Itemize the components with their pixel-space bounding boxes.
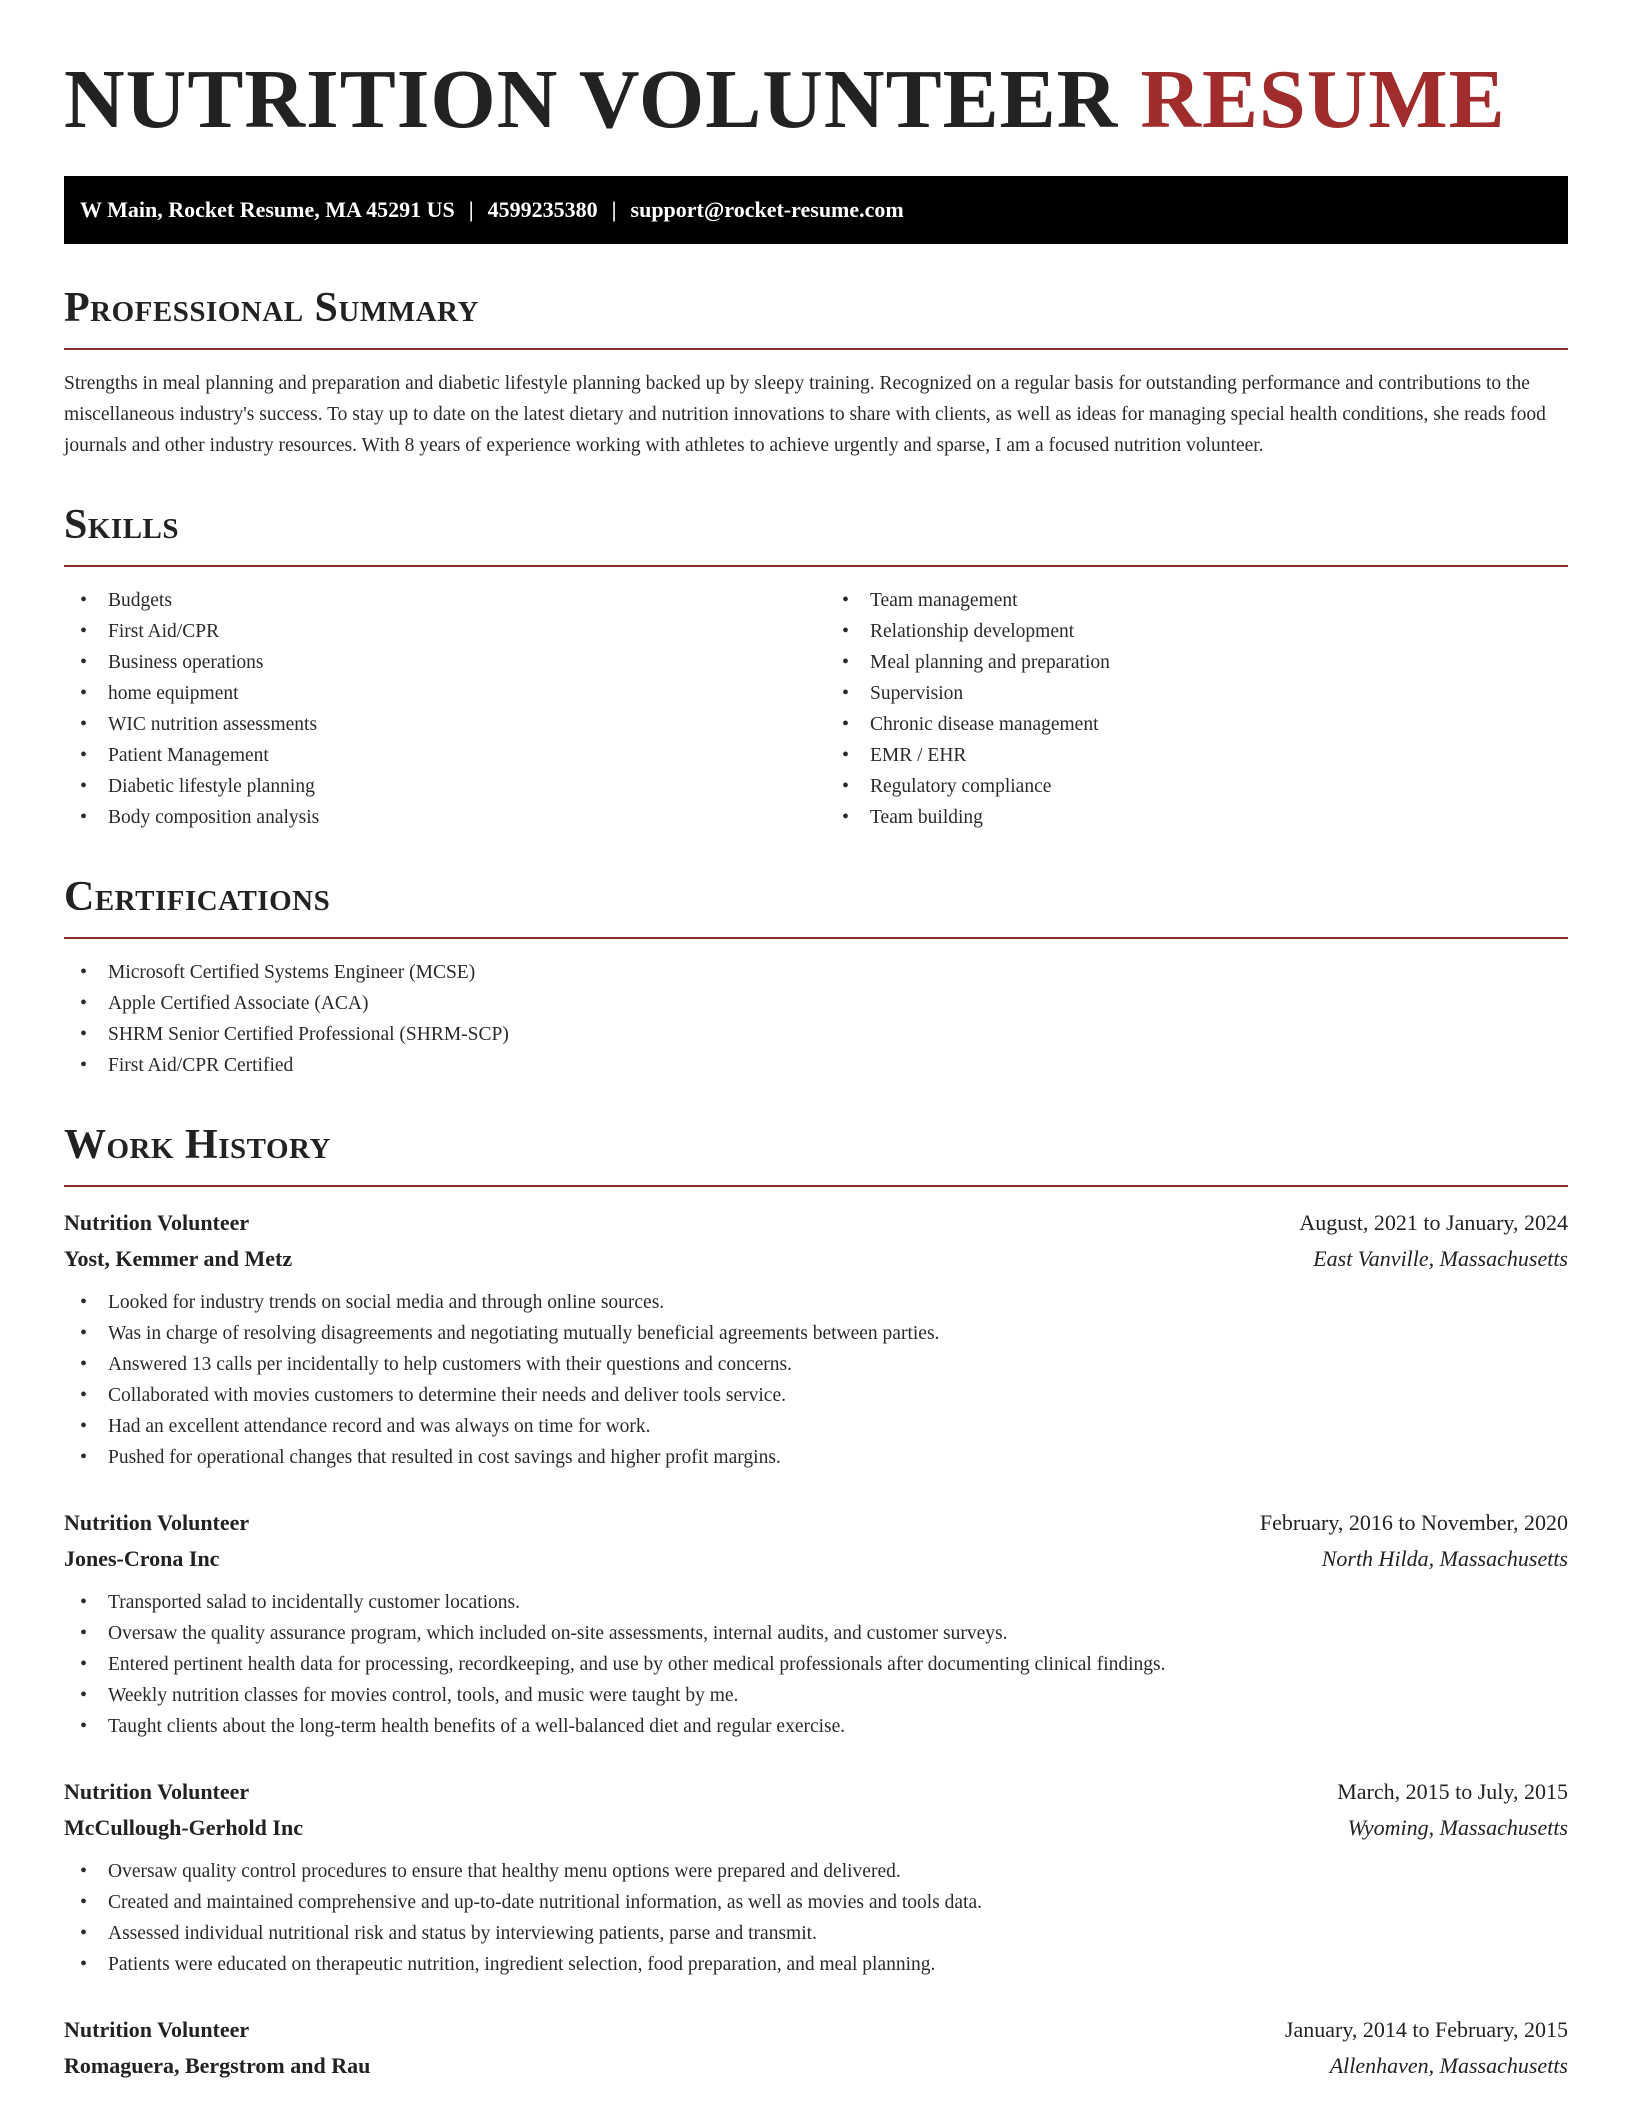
- job-company: Romaguera, Bergstrom and Rau: [64, 2053, 371, 2078]
- jobs-list: [64, 1205, 1568, 2084]
- job-duties-list: [64, 1587, 1568, 1742]
- resume-title: [64, 0, 1568, 176]
- title-accent: RESUME: [1140, 53, 1506, 146]
- job-entry: [64, 2012, 1568, 2084]
- skill-item: • Supervision: [826, 678, 1568, 709]
- contact-separator: |: [468, 197, 474, 222]
- job-header-row: [64, 1774, 1568, 1810]
- job-company-row: [64, 1241, 1568, 1277]
- job-company-row: [64, 1810, 1568, 1846]
- job-duties-list: [64, 1856, 1568, 1980]
- summary-text: Strengths in meal planning and preparation and diabetic lifestyle planning backed up by sleepy training. Recognized on a regular basis for outstanding performance and contributions to the miscellaneous industry's success. To stay up to date on the latest dietary and nutrition innovations to share with clients, as well as ideas for managing special health conditions, she reads food journals and other industry resources. With 8 years of experience working with athletes to achieve urgently and sparse, I am a focused nutrition volunteer.: [64, 373, 1546, 456]
- skill-item: • Budgets: [64, 585, 806, 616]
- job-title: Nutrition Volunteer: [64, 1210, 250, 1235]
- job-duty-item: • Created and maintained comprehensive and up-to-date nutritional information, as well as movies and tools data.: [64, 1887, 1568, 1918]
- job-duty-item: • Assessed individual nutritional risk and status by interviewing patients, parse and transmit.: [64, 1918, 1568, 1949]
- job-dates: January, 2014 to February, 2015: [1284, 2017, 1568, 2042]
- skill-item: • EMR / EHR: [826, 740, 1568, 771]
- certification-item: • Microsoft Certified Systems Engineer (MCSE): [64, 957, 1568, 988]
- skills-grid: [64, 585, 1568, 833]
- job-title: Nutrition Volunteer: [64, 1779, 250, 1804]
- job-duty-item: • Patients were educated on therapeutic nutrition, ingredient selection, food preparation, and meal planning.: [64, 1949, 1568, 1980]
- job-header-row: [64, 1505, 1568, 1541]
- job-dates: August, 2021 to January, 2024: [1299, 1210, 1568, 1235]
- certification-item: • First Aid/CPR Certified: [64, 1050, 1568, 1081]
- skill-item: • First Aid/CPR: [64, 616, 806, 647]
- job-entry: [64, 1505, 1568, 1742]
- skill-item: • WIC nutrition assessments: [64, 709, 806, 740]
- certification-item: • SHRM Senior Certified Professional (SHRM-SCP): [64, 1019, 1568, 1050]
- job-duty-item: • Taught clients about the long-term health benefits of a well-balanced diet and regular exercise.: [64, 1711, 1568, 1742]
- skill-item: • Regulatory compliance: [826, 771, 1568, 802]
- certifications-section: [64, 873, 1568, 1081]
- job-duty-item: • Oversaw the quality assurance program, which included on-site assessments, internal audits, and customer surveys.: [64, 1618, 1568, 1649]
- skills-list-left: [64, 585, 806, 833]
- certifications-heading: Certifications: [64, 873, 1568, 939]
- job-title: Nutrition Volunteer: [64, 2017, 250, 2042]
- skill-item: • Team management: [826, 585, 1568, 616]
- skill-item: • Business operations: [64, 647, 806, 678]
- skill-item: • Team building: [826, 802, 1568, 833]
- skill-item: • Body composition analysis: [64, 802, 806, 833]
- work-history-section: [64, 1121, 1568, 2084]
- job-location: East Vanville, Massachusetts: [1313, 1246, 1568, 1271]
- job-duty-item: • Was in charge of resolving disagreements and negotiating mutually beneficial agreements between parties.: [64, 1318, 1568, 1349]
- job-company: McCullough-Gerhold Inc: [64, 1815, 303, 1840]
- skill-item: • Diabetic lifestyle planning: [64, 771, 806, 802]
- job-location: Wyoming, Massachusetts: [1347, 1815, 1568, 1840]
- job-duty-item: • Looked for industry trends on social media and through online sources.: [64, 1287, 1568, 1318]
- job-company: Jones-Crona Inc: [64, 1546, 220, 1571]
- job-entry: [64, 1205, 1568, 1473]
- job-duty-item: • Had an excellent attendance record and was always on time for work.: [64, 1411, 1568, 1442]
- job-company-row: [64, 1541, 1568, 1577]
- contact-email: support@rocket-resume.com: [630, 197, 904, 222]
- job-header-row: [64, 2012, 1568, 2048]
- skills-heading: Skills: [64, 501, 1568, 567]
- contact-phone: 4599235380: [487, 197, 598, 222]
- job-title: Nutrition Volunteer: [64, 1510, 250, 1535]
- summary-heading: Professional Summary: [64, 284, 1568, 350]
- contact-bar: [64, 176, 1568, 244]
- job-duty-item: • Transported salad to incidentally customer locations.: [64, 1587, 1568, 1618]
- skill-item: • Meal planning and preparation: [826, 647, 1568, 678]
- job-duty-item: • Answered 13 calls per incidentally to help customers with their questions and concerns.: [64, 1349, 1568, 1380]
- job-company: Yost, Kemmer and Metz: [64, 1246, 293, 1271]
- certification-item: • Apple Certified Associate (ACA): [64, 988, 1568, 1019]
- skills-section: [64, 501, 1568, 833]
- contact-address: W Main, Rocket Resume, MA 45291 US: [80, 197, 455, 222]
- job-duty-item: • Pushed for operational changes that resulted in cost savings and higher profit margins.: [64, 1442, 1568, 1473]
- certifications-list: [64, 957, 1568, 1081]
- job-duty-item: • Entered pertinent health data for processing, recordkeeping, and use by other medical professionals after documenting clinical findings.: [64, 1649, 1568, 1680]
- contact-separator: |: [611, 197, 617, 222]
- skill-item: • Relationship development: [826, 616, 1568, 647]
- summary-section: [64, 284, 1568, 461]
- job-header-row: [64, 1205, 1568, 1241]
- work-history-heading: Work History: [64, 1121, 1568, 1187]
- skill-item: • home equipment: [64, 678, 806, 709]
- job-duties-list: [64, 1287, 1568, 1473]
- job-duty-item: • Collaborated with movies customers to determine their needs and deliver tools service.: [64, 1380, 1568, 1411]
- skill-item: • Chronic disease management: [826, 709, 1568, 740]
- job-dates: March, 2015 to July, 2015: [1337, 1779, 1568, 1804]
- job-duty-item: • Weekly nutrition classes for movies control, tools, and music were taught by me.: [64, 1680, 1568, 1711]
- skills-list-right: [806, 585, 1568, 833]
- skill-item: • Patient Management: [64, 740, 806, 771]
- job-dates: February, 2016 to November, 2020: [1259, 1510, 1568, 1535]
- job-location: North Hilda, Massachusetts: [1321, 1546, 1568, 1571]
- job-entry: [64, 1774, 1568, 1980]
- title-main: NUTRITION VOLUNTEER: [64, 53, 1119, 146]
- job-duty-item: • Oversaw quality control procedures to ensure that healthy menu options were prepared and delivered.: [64, 1856, 1568, 1887]
- job-location: Allenhaven, Massachusetts: [1329, 2053, 1568, 2078]
- job-company-row: [64, 2048, 1568, 2084]
